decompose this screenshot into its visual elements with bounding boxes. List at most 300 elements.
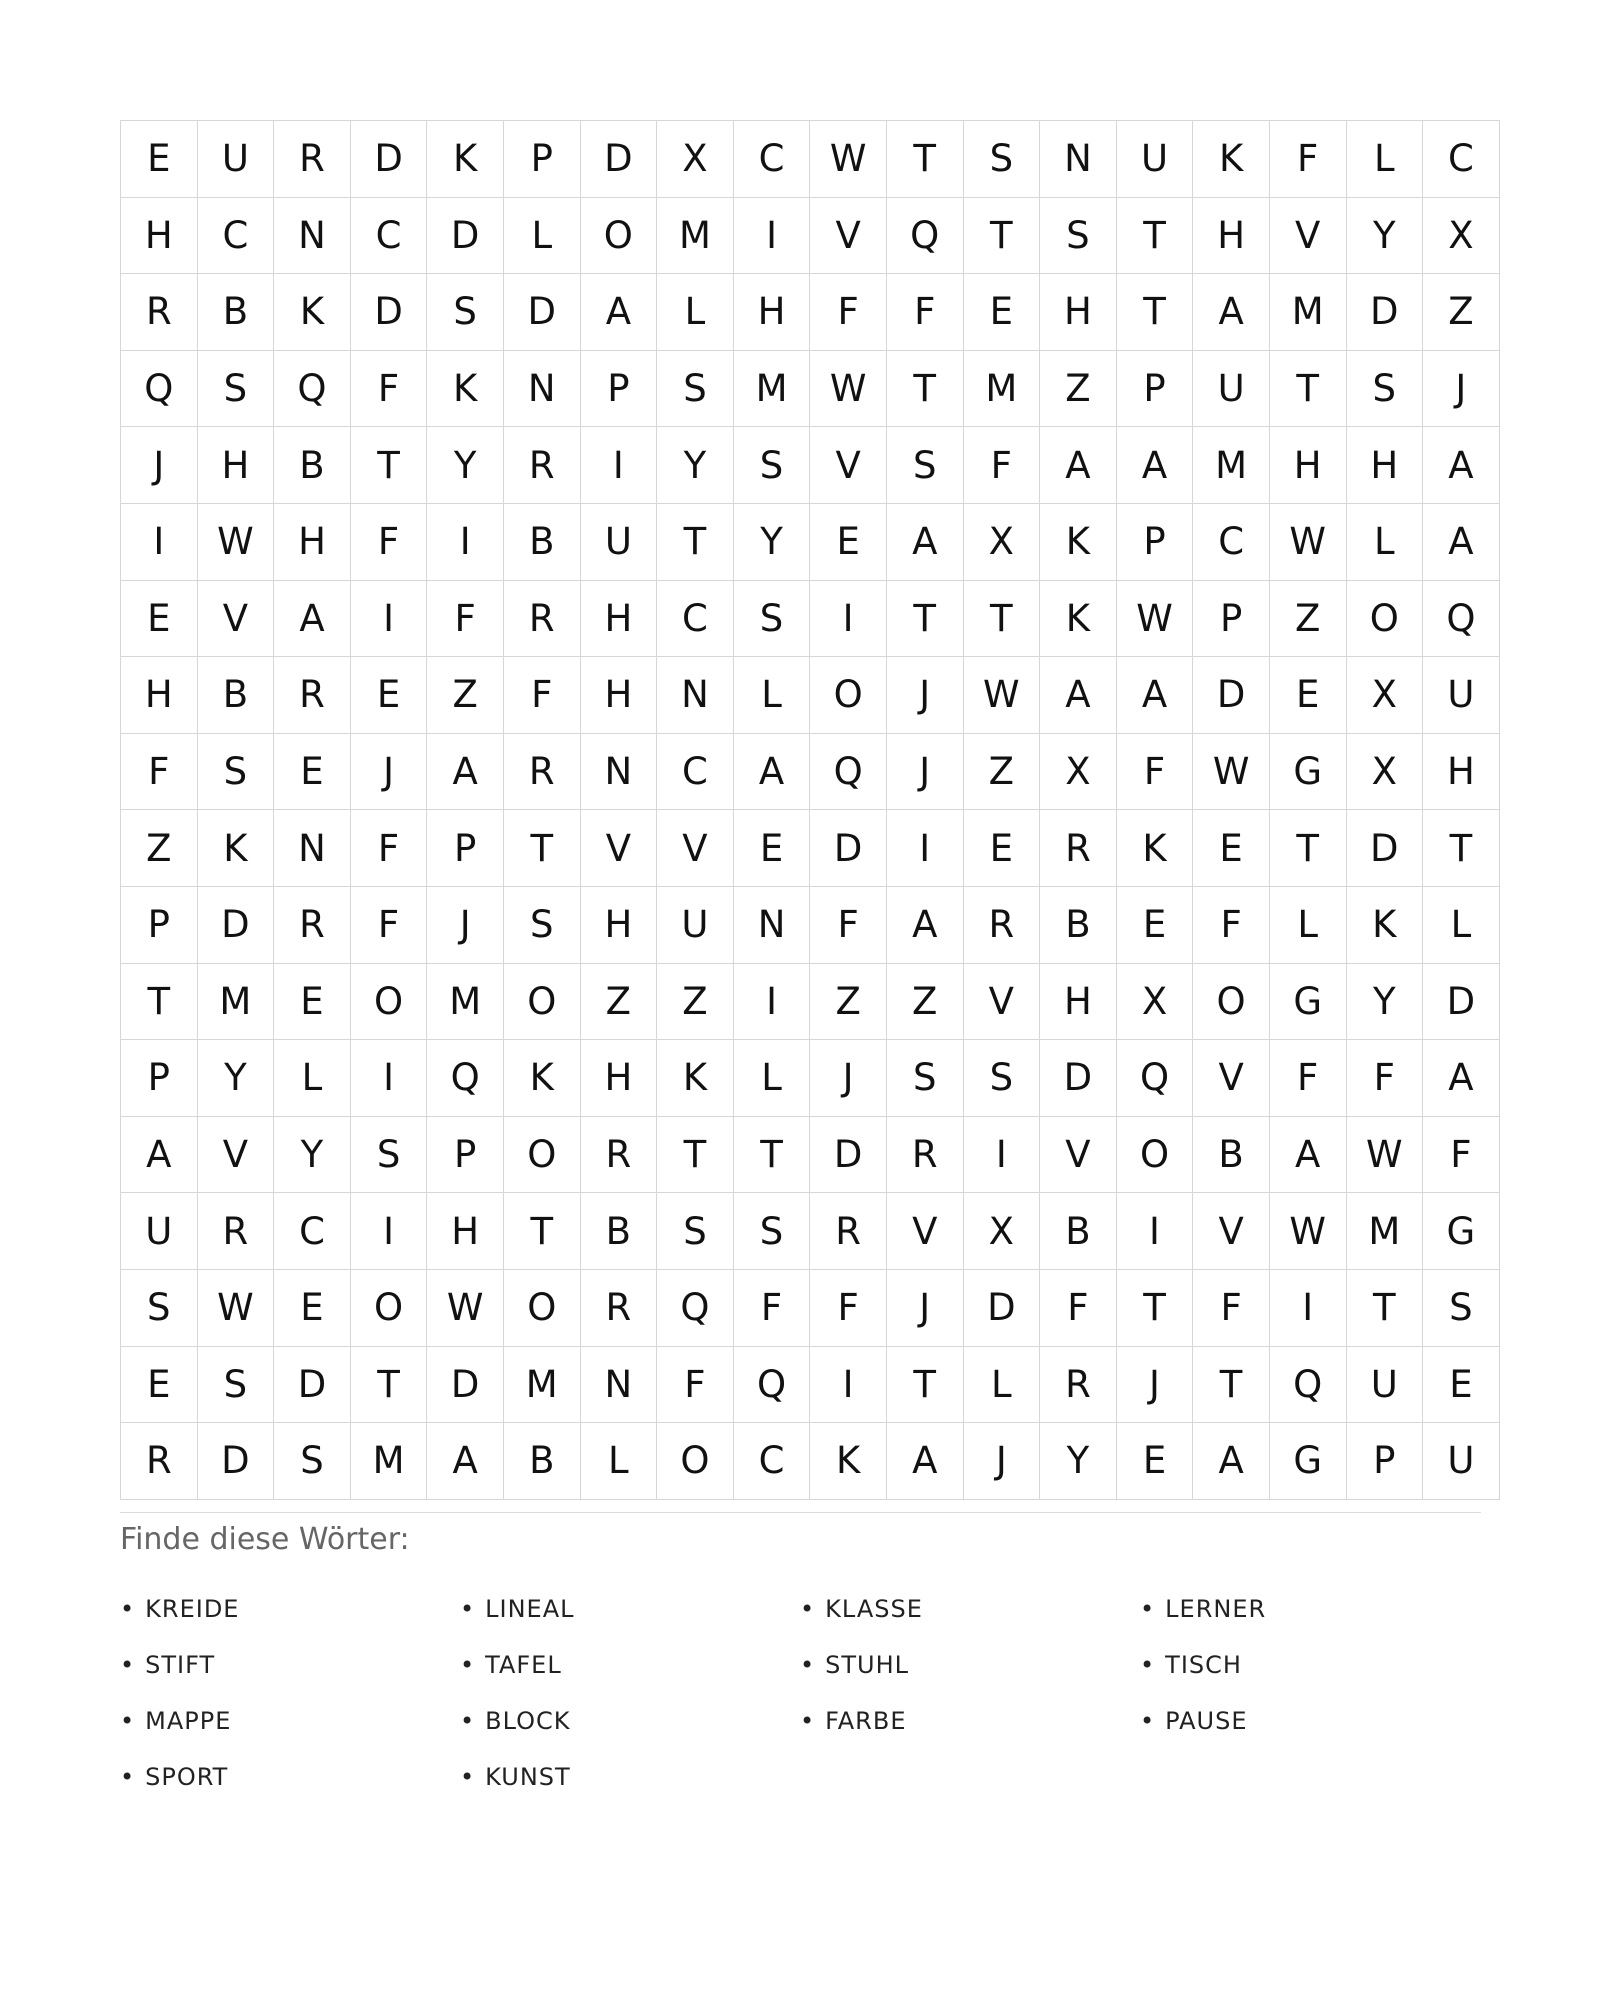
grid-cell[interactable]: H [580, 886, 657, 963]
grid-cell[interactable]: F [1193, 1269, 1270, 1346]
grid-cell[interactable]: F [503, 657, 580, 734]
grid-cell[interactable]: B [503, 503, 580, 580]
grid-cell[interactable]: I [580, 427, 657, 504]
grid-cell[interactable]: L [1423, 886, 1500, 963]
grid-cell[interactable]: Q [121, 350, 198, 427]
grid-cell[interactable]: O [810, 657, 887, 734]
grid-cell[interactable]: P [503, 121, 580, 198]
grid-cell[interactable]: A [1193, 274, 1270, 351]
grid-cell[interactable]: O [503, 1116, 580, 1193]
grid-cell[interactable]: J [1423, 350, 1500, 427]
grid-cell[interactable]: Q [733, 1346, 810, 1423]
grid-cell[interactable]: T [1116, 197, 1193, 274]
grid-cell[interactable]: W [963, 657, 1040, 734]
grid-cell[interactable]: T [733, 1116, 810, 1193]
grid-cell[interactable]: S [657, 350, 734, 427]
grid-cell[interactable]: R [580, 1116, 657, 1193]
grid-cell[interactable]: H [274, 503, 351, 580]
grid-cell[interactable]: L [657, 274, 734, 351]
grid-cell[interactable]: R [503, 427, 580, 504]
grid-cell[interactable]: S [197, 1346, 274, 1423]
grid-cell[interactable]: V [657, 810, 734, 887]
grid-cell[interactable]: T [1116, 274, 1193, 351]
grid-cell[interactable]: X [1423, 197, 1500, 274]
grid-cell[interactable]: W [197, 503, 274, 580]
grid-cell[interactable]: O [580, 197, 657, 274]
grid-cell[interactable]: T [657, 503, 734, 580]
grid-cell[interactable]: A [121, 1116, 198, 1193]
grid-cell[interactable]: R [197, 1193, 274, 1270]
grid-cell[interactable]: H [121, 657, 198, 734]
grid-cell[interactable]: L [1269, 886, 1346, 963]
grid-cell[interactable]: V [1193, 1040, 1270, 1117]
grid-cell[interactable]: F [121, 733, 198, 810]
grid-cell[interactable]: F [350, 350, 427, 427]
grid-cell[interactable]: V [197, 1116, 274, 1193]
grid-cell[interactable]: C [733, 121, 810, 198]
grid-cell[interactable]: S [963, 1040, 1040, 1117]
grid-cell[interactable]: V [580, 810, 657, 887]
grid-cell[interactable]: W [1346, 1116, 1423, 1193]
grid-cell[interactable]: E [810, 503, 887, 580]
grid-cell[interactable]: P [427, 810, 504, 887]
grid-cell[interactable]: O [350, 963, 427, 1040]
grid-cell[interactable]: Q [1269, 1346, 1346, 1423]
grid-cell[interactable]: I [1116, 1193, 1193, 1270]
grid-cell[interactable]: H [580, 580, 657, 657]
grid-cell[interactable]: T [886, 1346, 963, 1423]
grid-cell[interactable]: Y [733, 503, 810, 580]
grid-cell[interactable]: P [121, 886, 198, 963]
grid-cell[interactable]: R [503, 580, 580, 657]
grid-cell[interactable]: K [427, 350, 504, 427]
grid-cell[interactable]: M [1269, 274, 1346, 351]
grid-cell[interactable]: O [503, 1269, 580, 1346]
grid-cell[interactable]: E [350, 657, 427, 734]
grid-cell[interactable]: T [1346, 1269, 1423, 1346]
grid-cell[interactable]: G [1269, 963, 1346, 1040]
grid-cell[interactable]: I [886, 810, 963, 887]
grid-cell[interactable]: C [274, 1193, 351, 1270]
grid-cell[interactable]: K [1346, 886, 1423, 963]
grid-cell[interactable]: P [121, 1040, 198, 1117]
grid-cell[interactable]: D [1423, 963, 1500, 1040]
grid-cell[interactable]: U [1423, 1423, 1500, 1500]
grid-cell[interactable]: S [121, 1269, 198, 1346]
grid-cell[interactable]: F [886, 274, 963, 351]
grid-cell[interactable]: G [1269, 1423, 1346, 1500]
grid-cell[interactable]: F [1193, 886, 1270, 963]
grid-cell[interactable]: B [274, 427, 351, 504]
grid-cell[interactable]: T [1269, 350, 1346, 427]
grid-cell[interactable]: N [580, 1346, 657, 1423]
grid-cell[interactable]: E [733, 810, 810, 887]
grid-cell[interactable]: D [1346, 810, 1423, 887]
grid-cell[interactable]: B [1193, 1116, 1270, 1193]
grid-cell[interactable]: C [1193, 503, 1270, 580]
grid-cell[interactable]: D [503, 274, 580, 351]
grid-cell[interactable]: T [1269, 810, 1346, 887]
grid-cell[interactable]: K [1116, 810, 1193, 887]
grid-cell[interactable]: Z [886, 963, 963, 1040]
grid-cell[interactable]: Z [1269, 580, 1346, 657]
grid-cell[interactable]: Q [657, 1269, 734, 1346]
grid-cell[interactable]: R [580, 1269, 657, 1346]
grid-cell[interactable]: D [427, 1346, 504, 1423]
grid-cell[interactable]: K [274, 274, 351, 351]
grid-cell[interactable]: E [121, 121, 198, 198]
grid-cell[interactable]: E [963, 274, 1040, 351]
grid-cell[interactable]: H [580, 657, 657, 734]
grid-cell[interactable]: R [274, 657, 351, 734]
grid-cell[interactable]: F [1269, 121, 1346, 198]
grid-cell[interactable]: A [1116, 427, 1193, 504]
grid-cell[interactable]: S [886, 427, 963, 504]
grid-cell[interactable]: P [1346, 1423, 1423, 1500]
grid-cell[interactable]: N [274, 810, 351, 887]
grid-cell[interactable]: W [810, 121, 887, 198]
grid-cell[interactable]: D [810, 810, 887, 887]
grid-cell[interactable]: L [580, 1423, 657, 1500]
grid-cell[interactable]: A [886, 886, 963, 963]
grid-cell[interactable]: X [1040, 733, 1117, 810]
grid-cell[interactable]: K [657, 1040, 734, 1117]
grid-cell[interactable]: K [810, 1423, 887, 1500]
grid-cell[interactable]: E [1269, 657, 1346, 734]
grid-cell[interactable]: E [274, 1269, 351, 1346]
grid-cell[interactable]: Z [427, 657, 504, 734]
grid-cell[interactable]: J [350, 733, 427, 810]
grid-cell[interactable]: S [886, 1040, 963, 1117]
grid-cell[interactable]: I [810, 1346, 887, 1423]
grid-cell[interactable]: X [1346, 657, 1423, 734]
grid-cell[interactable]: Q [1423, 580, 1500, 657]
grid-cell[interactable]: H [733, 274, 810, 351]
grid-cell[interactable]: A [1116, 657, 1193, 734]
grid-cell[interactable]: A [1423, 1040, 1500, 1117]
grid-cell[interactable]: J [1116, 1346, 1193, 1423]
grid-cell[interactable]: F [1040, 1269, 1117, 1346]
grid-cell[interactable]: V [1040, 1116, 1117, 1193]
grid-cell[interactable]: M [503, 1346, 580, 1423]
grid-cell[interactable]: T [503, 1193, 580, 1270]
grid-cell[interactable]: W [1269, 1193, 1346, 1270]
grid-cell[interactable]: E [121, 580, 198, 657]
grid-cell[interactable]: N [657, 657, 734, 734]
grid-cell[interactable]: T [1423, 810, 1500, 887]
grid-cell[interactable]: Z [810, 963, 887, 1040]
grid-cell[interactable]: O [1346, 580, 1423, 657]
grid-cell[interactable]: N [580, 733, 657, 810]
grid-cell[interactable]: A [274, 580, 351, 657]
grid-cell[interactable]: O [657, 1423, 734, 1500]
grid-cell[interactable]: M [427, 963, 504, 1040]
grid-cell[interactable]: E [1193, 810, 1270, 887]
grid-cell[interactable]: D [580, 121, 657, 198]
grid-cell[interactable]: T [657, 1116, 734, 1193]
grid-cell[interactable]: H [1040, 963, 1117, 1040]
grid-cell[interactable]: M [963, 350, 1040, 427]
grid-cell[interactable]: D [1346, 274, 1423, 351]
grid-cell[interactable]: F [427, 580, 504, 657]
grid-cell[interactable]: E [121, 1346, 198, 1423]
grid-cell[interactable]: E [1116, 886, 1193, 963]
grid-cell[interactable]: V [1269, 197, 1346, 274]
grid-cell[interactable]: U [197, 121, 274, 198]
grid-cell[interactable]: X [1346, 733, 1423, 810]
grid-cell[interactable]: V [197, 580, 274, 657]
grid-cell[interactable]: E [1116, 1423, 1193, 1500]
grid-cell[interactable]: F [733, 1269, 810, 1346]
grid-cell[interactable]: D [963, 1269, 1040, 1346]
grid-cell[interactable]: Q [427, 1040, 504, 1117]
grid-cell[interactable]: I [733, 197, 810, 274]
grid-cell[interactable]: R [963, 886, 1040, 963]
grid-cell[interactable]: D [1193, 657, 1270, 734]
grid-cell[interactable]: R [886, 1116, 963, 1193]
grid-cell[interactable]: D [810, 1116, 887, 1193]
grid-cell[interactable]: P [580, 350, 657, 427]
grid-cell[interactable]: F [350, 886, 427, 963]
grid-cell[interactable]: A [1193, 1423, 1270, 1500]
grid-cell[interactable]: U [1116, 121, 1193, 198]
grid-cell[interactable]: A [1040, 657, 1117, 734]
grid-cell[interactable]: T [886, 580, 963, 657]
grid-cell[interactable]: B [197, 657, 274, 734]
grid-cell[interactable]: K [503, 1040, 580, 1117]
grid-cell[interactable]: A [886, 1423, 963, 1500]
grid-cell[interactable]: H [1346, 427, 1423, 504]
grid-cell[interactable]: B [580, 1193, 657, 1270]
grid-cell[interactable]: N [503, 350, 580, 427]
grid-cell[interactable]: Y [1346, 963, 1423, 1040]
grid-cell[interactable]: C [733, 1423, 810, 1500]
grid-cell[interactable]: V [963, 963, 1040, 1040]
grid-cell[interactable]: N [274, 197, 351, 274]
grid-cell[interactable]: L [733, 657, 810, 734]
grid-cell[interactable]: B [197, 274, 274, 351]
grid-cell[interactable]: M [1193, 427, 1270, 504]
grid-cell[interactable]: Y [427, 427, 504, 504]
grid-cell[interactable]: Z [580, 963, 657, 1040]
grid-cell[interactable]: J [886, 657, 963, 734]
grid-cell[interactable]: N [733, 886, 810, 963]
grid-cell[interactable]: L [963, 1346, 1040, 1423]
grid-cell[interactable]: Y [1040, 1423, 1117, 1500]
grid-cell[interactable]: V [886, 1193, 963, 1270]
grid-cell[interactable]: P [1116, 350, 1193, 427]
grid-cell[interactable]: P [427, 1116, 504, 1193]
grid-cell[interactable]: H [121, 197, 198, 274]
grid-cell[interactable]: S [427, 274, 504, 351]
grid-cell[interactable]: F [657, 1346, 734, 1423]
grid-cell[interactable]: Z [121, 810, 198, 887]
grid-cell[interactable]: D [1040, 1040, 1117, 1117]
grid-cell[interactable]: T [121, 963, 198, 1040]
grid-cell[interactable]: R [1040, 810, 1117, 887]
grid-cell[interactable]: S [1040, 197, 1117, 274]
grid-cell[interactable]: K [427, 121, 504, 198]
grid-cell[interactable]: F [1346, 1040, 1423, 1117]
grid-cell[interactable]: H [427, 1193, 504, 1270]
grid-cell[interactable]: T [886, 350, 963, 427]
grid-cell[interactable]: S [1346, 350, 1423, 427]
grid-cell[interactable]: V [1193, 1193, 1270, 1270]
grid-cell[interactable]: Y [657, 427, 734, 504]
grid-cell[interactable]: A [580, 274, 657, 351]
grid-cell[interactable]: J [427, 886, 504, 963]
grid-cell[interactable]: E [274, 963, 351, 1040]
grid-cell[interactable]: S [733, 427, 810, 504]
grid-cell[interactable]: S [657, 1193, 734, 1270]
grid-cell[interactable]: S [733, 580, 810, 657]
grid-cell[interactable]: E [963, 810, 1040, 887]
grid-cell[interactable]: D [274, 1346, 351, 1423]
grid-cell[interactable]: U [657, 886, 734, 963]
grid-cell[interactable]: U [580, 503, 657, 580]
grid-cell[interactable]: E [1423, 1346, 1500, 1423]
grid-cell[interactable]: F [350, 503, 427, 580]
grid-cell[interactable]: D [350, 121, 427, 198]
grid-cell[interactable]: M [350, 1423, 427, 1500]
grid-cell[interactable]: Y [197, 1040, 274, 1117]
grid-cell[interactable]: F [1116, 733, 1193, 810]
grid-cell[interactable]: T [963, 197, 1040, 274]
grid-cell[interactable]: W [1193, 733, 1270, 810]
grid-cell[interactable]: P [1116, 503, 1193, 580]
grid-cell[interactable]: J [886, 733, 963, 810]
grid-cell[interactable]: X [963, 503, 1040, 580]
grid-cell[interactable]: D [350, 274, 427, 351]
grid-cell[interactable]: A [733, 733, 810, 810]
grid-cell[interactable]: H [1423, 733, 1500, 810]
grid-cell[interactable]: F [810, 886, 887, 963]
grid-cell[interactable]: L [1346, 503, 1423, 580]
grid-cell[interactable]: Z [657, 963, 734, 1040]
grid-cell[interactable]: A [1269, 1116, 1346, 1193]
grid-cell[interactable]: C [350, 197, 427, 274]
grid-cell[interactable]: H [1269, 427, 1346, 504]
grid-cell[interactable]: D [197, 1423, 274, 1500]
grid-cell[interactable]: W [1116, 580, 1193, 657]
grid-cell[interactable]: I [963, 1116, 1040, 1193]
grid-cell[interactable]: T [1193, 1346, 1270, 1423]
grid-cell[interactable]: U [1193, 350, 1270, 427]
grid-cell[interactable]: U [1423, 657, 1500, 734]
grid-cell[interactable]: R [121, 1423, 198, 1500]
grid-cell[interactable]: W [810, 350, 887, 427]
grid-cell[interactable]: I [350, 1193, 427, 1270]
grid-cell[interactable]: I [427, 503, 504, 580]
grid-cell[interactable]: X [963, 1193, 1040, 1270]
grid-cell[interactable]: Z [1040, 350, 1117, 427]
grid-cell[interactable]: X [1116, 963, 1193, 1040]
grid-cell[interactable]: F [810, 1269, 887, 1346]
grid-cell[interactable]: R [1040, 1346, 1117, 1423]
grid-cell[interactable]: S [350, 1116, 427, 1193]
grid-cell[interactable]: I [733, 963, 810, 1040]
grid-cell[interactable]: Z [963, 733, 1040, 810]
grid-cell[interactable]: Q [1116, 1040, 1193, 1117]
grid-cell[interactable]: A [427, 733, 504, 810]
grid-cell[interactable]: R [274, 121, 351, 198]
grid-cell[interactable]: M [1346, 1193, 1423, 1270]
grid-cell[interactable]: Y [274, 1116, 351, 1193]
grid-cell[interactable]: A [1423, 427, 1500, 504]
grid-cell[interactable]: X [657, 121, 734, 198]
grid-cell[interactable]: J [886, 1269, 963, 1346]
grid-cell[interactable]: S [1423, 1269, 1500, 1346]
grid-cell[interactable]: I [350, 580, 427, 657]
grid-cell[interactable]: U [121, 1193, 198, 1270]
grid-cell[interactable]: S [503, 886, 580, 963]
grid-cell[interactable]: T [350, 1346, 427, 1423]
grid-cell[interactable]: A [1040, 427, 1117, 504]
grid-cell[interactable]: M [733, 350, 810, 427]
grid-cell[interactable]: K [1040, 580, 1117, 657]
grid-cell[interactable]: C [657, 580, 734, 657]
grid-cell[interactable]: A [427, 1423, 504, 1500]
grid-cell[interactable]: F [1269, 1040, 1346, 1117]
grid-cell[interactable]: R [810, 1193, 887, 1270]
grid-cell[interactable]: D [427, 197, 504, 274]
grid-cell[interactable]: A [1423, 503, 1500, 580]
grid-cell[interactable]: W [427, 1269, 504, 1346]
grid-cell[interactable]: T [503, 810, 580, 887]
grid-cell[interactable]: L [503, 197, 580, 274]
grid-cell[interactable]: L [274, 1040, 351, 1117]
grid-cell[interactable]: G [1423, 1193, 1500, 1270]
grid-cell[interactable]: J [810, 1040, 887, 1117]
grid-cell[interactable]: R [274, 886, 351, 963]
grid-cell[interactable]: I [1269, 1269, 1346, 1346]
grid-cell[interactable]: F [1423, 1116, 1500, 1193]
grid-cell[interactable]: O [1116, 1116, 1193, 1193]
grid-cell[interactable]: S [197, 733, 274, 810]
grid-cell[interactable]: F [963, 427, 1040, 504]
grid-cell[interactable]: C [1423, 121, 1500, 198]
grid-cell[interactable]: Y [1346, 197, 1423, 274]
grid-cell[interactable]: Z [1423, 274, 1500, 351]
grid-cell[interactable]: B [503, 1423, 580, 1500]
grid-cell[interactable]: H [1040, 274, 1117, 351]
grid-cell[interactable]: Q [886, 197, 963, 274]
grid-cell[interactable]: J [121, 427, 198, 504]
grid-cell[interactable]: J [963, 1423, 1040, 1500]
grid-cell[interactable]: L [1346, 121, 1423, 198]
grid-cell[interactable]: R [503, 733, 580, 810]
grid-cell[interactable]: O [503, 963, 580, 1040]
grid-cell[interactable]: Q [810, 733, 887, 810]
grid-cell[interactable]: T [886, 121, 963, 198]
grid-cell[interactable]: T [1116, 1269, 1193, 1346]
grid-cell[interactable]: N [1040, 121, 1117, 198]
grid-cell[interactable]: O [350, 1269, 427, 1346]
grid-cell[interactable]: K [197, 810, 274, 887]
grid-cell[interactable]: H [197, 427, 274, 504]
grid-cell[interactable]: S [963, 121, 1040, 198]
grid-cell[interactable]: C [197, 197, 274, 274]
grid-cell[interactable]: K [1040, 503, 1117, 580]
grid-cell[interactable]: W [1269, 503, 1346, 580]
grid-cell[interactable]: H [580, 1040, 657, 1117]
grid-cell[interactable]: V [810, 197, 887, 274]
grid-cell[interactable]: T [350, 427, 427, 504]
grid-cell[interactable]: P [1193, 580, 1270, 657]
grid-cell[interactable]: H [1193, 197, 1270, 274]
grid-cell[interactable]: V [810, 427, 887, 504]
grid-cell[interactable]: F [810, 274, 887, 351]
